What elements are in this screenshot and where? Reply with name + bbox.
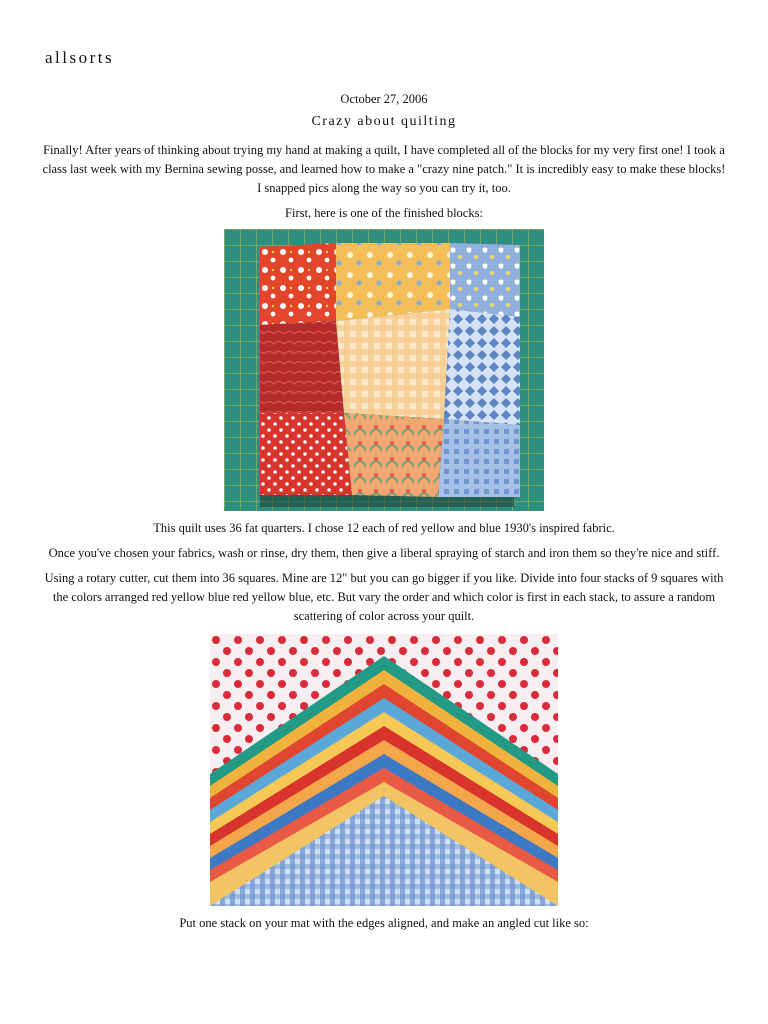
post-paragraph: This quilt uses 36 fat quarters. I chose 12 each of red yellow and blue 1930's inspired fabric. (153, 521, 615, 535)
blog-title[interactable]: allsorts (45, 48, 115, 67)
patch-dark-red (260, 321, 344, 413)
post-paragraph: Once you've chosen your fabrics, wash or rinse, dry them, then give a liberal spraying of starch and iron them so they're nice and stiff. (48, 546, 720, 560)
finished-quilt-block-photo (224, 229, 544, 511)
patch-yellow-floral (336, 243, 450, 321)
patch-yellow-gingham (336, 309, 450, 419)
patch-peach-floral (344, 413, 444, 497)
post-paragraph: Using a rotary cutter, cut them into 36 squares. Mine are 12" but you can go bigger if you like. Divide into four stacks of 9 squares with the colors arranged red yellow blue red yellow blue, etc. But vary the order and which color is first in each stack, to assure a random scattering of color across your quilt. (44, 571, 724, 623)
patch-blue-check (438, 419, 520, 497)
patch-red-floral (260, 243, 336, 325)
patch-red-dots (260, 413, 352, 495)
post-paragraph: First, here is one of the finished blocks: (285, 206, 483, 220)
post-paragraph: Finally! After years of thinking about trying my hand at making a quilt, I have completed all of the blocks for my very first one! I took a class last week with my Bernina sewing posse, and learned how to make a "crazy nine patch." It is incredibly easy to make these blocks! I snapped pics along the way so you can try it, too. (42, 143, 726, 195)
post-title[interactable]: Crazy about quilting (311, 114, 457, 129)
patch-blue-diamond (444, 309, 520, 425)
blog-post (40, 92, 728, 939)
post-paragraph: Put one stack on your mat with the edges aligned, and make an angled cut like so: (179, 916, 589, 930)
fabric-stack-photo (210, 634, 558, 906)
patch-blue-floral (450, 243, 520, 317)
post-date: October 27, 2006 (340, 92, 428, 106)
